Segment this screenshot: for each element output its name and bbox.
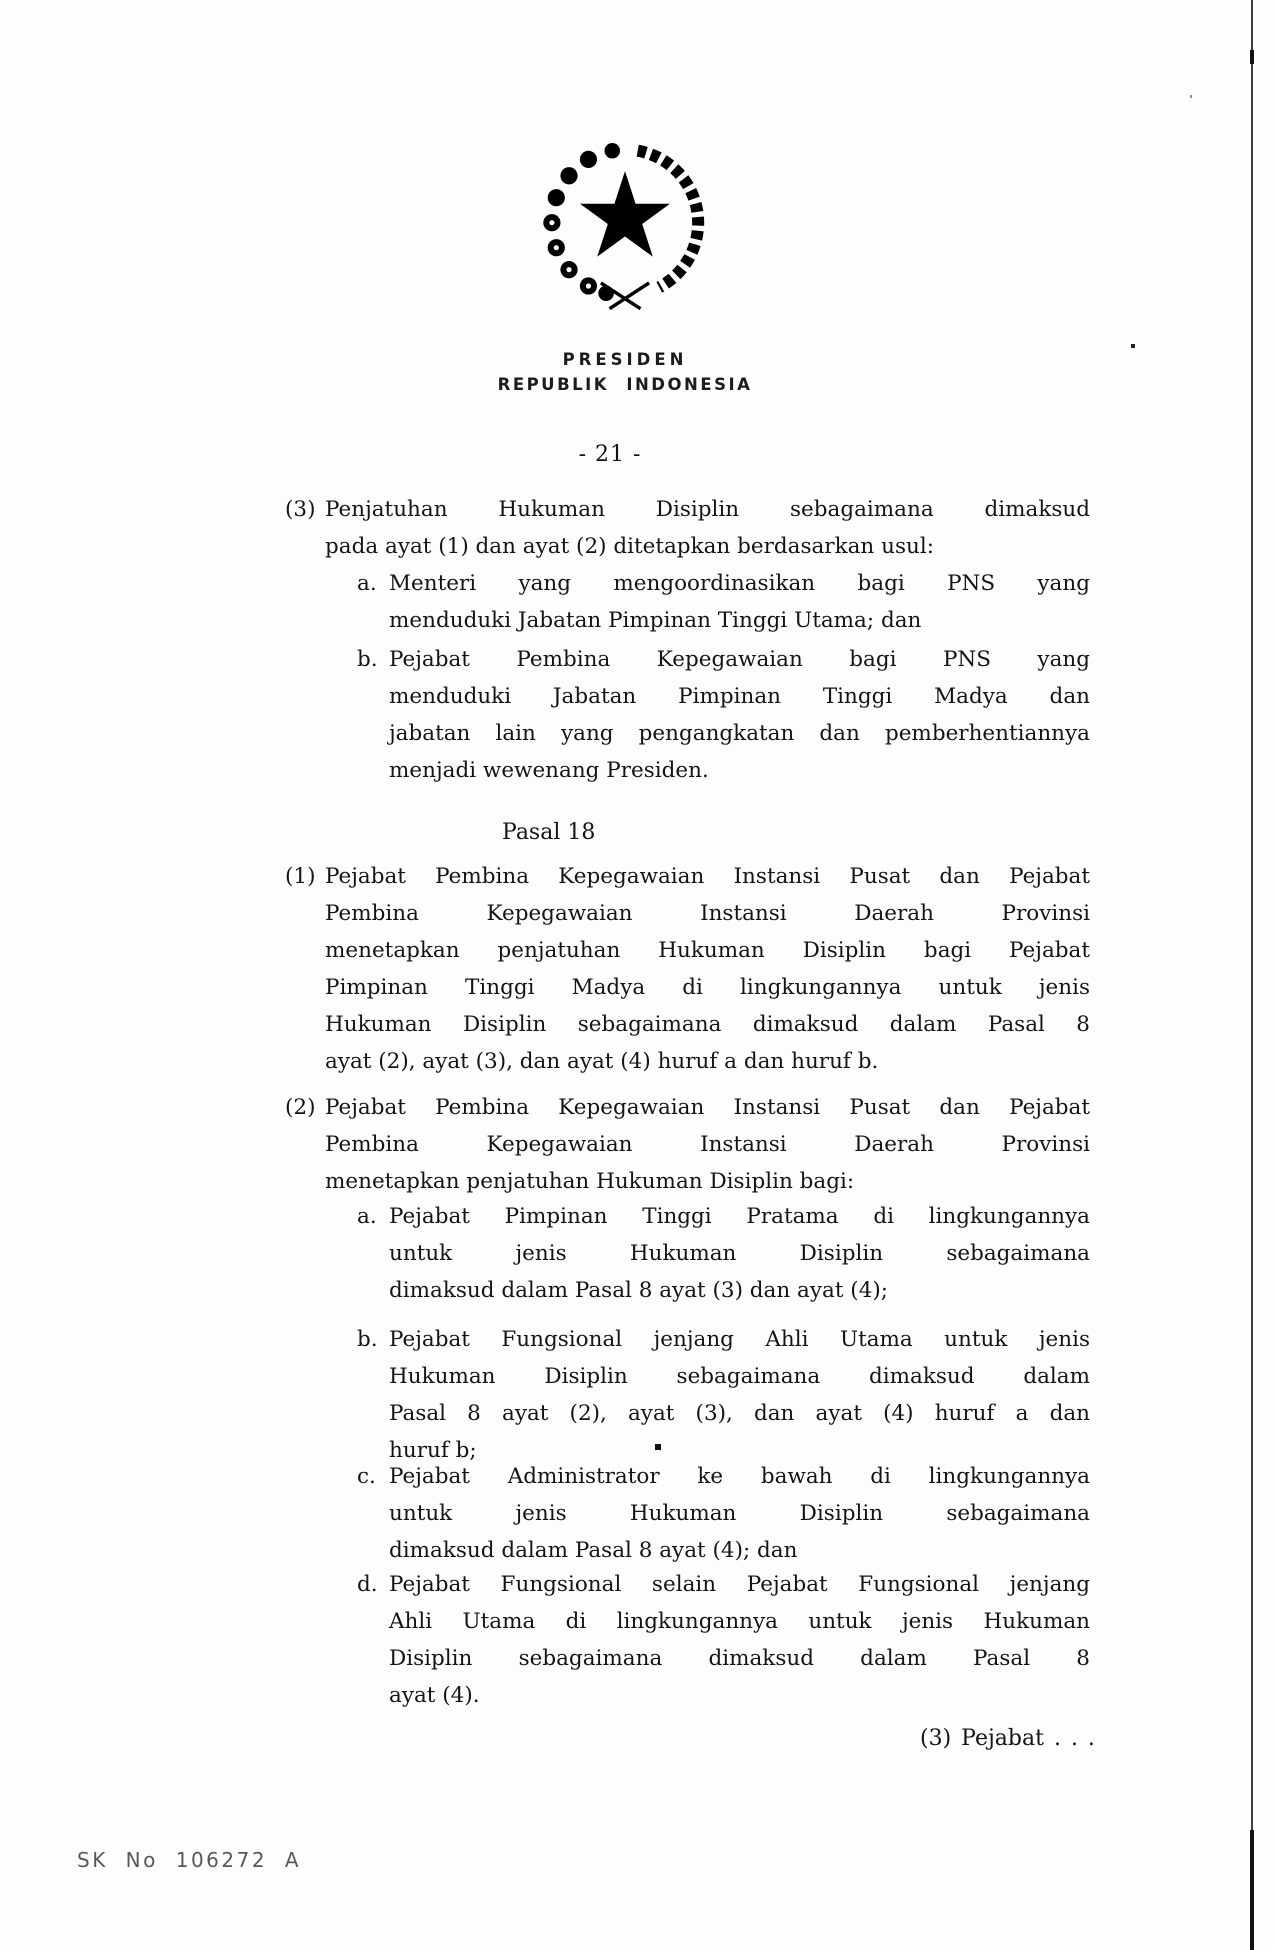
clause3-item-a	[357, 565, 1090, 639]
clause-number: (2)	[285, 1095, 316, 1120]
clause-ayat-2	[285, 1089, 1090, 1200]
item-letter: c.	[357, 1464, 376, 1489]
scan-edge-blot	[1250, 1830, 1254, 1950]
header-republik-indonesia: REPUBLIK INDONESIA	[497, 375, 753, 394]
scan-speck	[1190, 95, 1192, 98]
clause-ayat-3	[285, 491, 1090, 565]
item-letter: b.	[357, 647, 378, 672]
item-letter: a.	[357, 571, 377, 596]
item-letter: b.	[357, 1327, 378, 1352]
item-text: Pejabat Pembina Kepegawaian bagi PNS yang menduduki Jabatan Pimpinan Tinggi Madya dan jabatan lain yang pengangkatan dan pemberhentiannya menjadi wewenang Presiden.	[389, 647, 1090, 783]
scan-edge-line	[1251, 0, 1253, 1950]
item-text: Pejabat Administrator ke bawah di lingkungannya untuk jenis Hukuman Disiplin sebagaimana dimaksud dalam Pasal 8 ayat (4); dan	[389, 1464, 1090, 1563]
clause-ayat-1	[285, 858, 1090, 1080]
clause2-item-c	[357, 1458, 1090, 1569]
header-presiden: PRESIDEN	[562, 350, 688, 369]
item-text: Pejabat Fungsional selain Pejabat Fungsional jenjang Ahli Utama di lingkungannya untuk jenis Hukuman Disiplin sebagaimana dimaksud dalam Pasal 8 ayat (4).	[389, 1572, 1090, 1708]
item-text: Pejabat Pimpinan Tinggi Pratama di lingkungannya untuk jenis Hukuman Disiplin sebagaimana dimaksud dalam Pasal 8 ayat (3) dan ayat (4);	[389, 1204, 1090, 1303]
clause2-item-d	[357, 1566, 1090, 1714]
item-text: Menteri yang mengoordinasikan bagi PNS yang menduduki Jabatan Pimpinan Tinggi Utama; dan	[389, 571, 1090, 633]
scan-speck	[1131, 344, 1135, 348]
section-heading-pasal-18: Pasal 18	[502, 820, 596, 845]
clause-number: (1)	[285, 864, 316, 889]
item-letter: d.	[357, 1572, 378, 1597]
clause2-item-a	[357, 1198, 1090, 1309]
catchword: (3) Pejabat . . .	[920, 1726, 1095, 1751]
clause-text: Pejabat Pembina Kepegawaian Instansi Pusat dan Pejabat Pembina Kepegawaian Instansi Daerah Provinsi menetapkan penjatuhan Hukuman Disiplin bagi Pejabat Pimpinan Tinggi Madya di lingkungannya untuk jenis Hukuman Disiplin sebagaimana dimaksud dalam Pasal 8 ayat (2), ayat (3), dan ayat (4) huruf a dan huruf b.	[325, 864, 1090, 1074]
page-number: - 21 -	[578, 442, 642, 467]
clause-number: (3)	[285, 497, 316, 522]
clause2-item-b	[357, 1321, 1090, 1469]
clause-text: Pejabat Pembina Kepegawaian Instansi Pusat dan Pejabat Pembina Kepegawaian Instansi Daerah Provinsi menetapkan penjatuhan Hukuman Disiplin bagi:	[325, 1095, 1090, 1194]
clause-text: Penjatuhan Hukuman Disiplin sebagaimana dimaksud pada ayat (1) dan ayat (2) ditetapkan berdasarkan usul:	[325, 497, 1090, 559]
item-letter: a.	[357, 1204, 377, 1229]
star-wreath-emblem-icon	[539, 124, 711, 330]
clause3-item-b	[357, 641, 1090, 789]
footer-sk-code: SK No 106272 A	[77, 1848, 302, 1872]
ink-dot-artifact	[655, 1444, 661, 1450]
scan-edge-blot	[1250, 50, 1254, 64]
item-text: Pejabat Fungsional jenjang Ahli Utama untuk jenis Hukuman Disiplin sebagaimana dimaksud dalam Pasal 8 ayat (2), ayat (3), dan ayat (4) huruf a dan huruf b;	[389, 1327, 1090, 1463]
star-shape	[580, 171, 670, 257]
